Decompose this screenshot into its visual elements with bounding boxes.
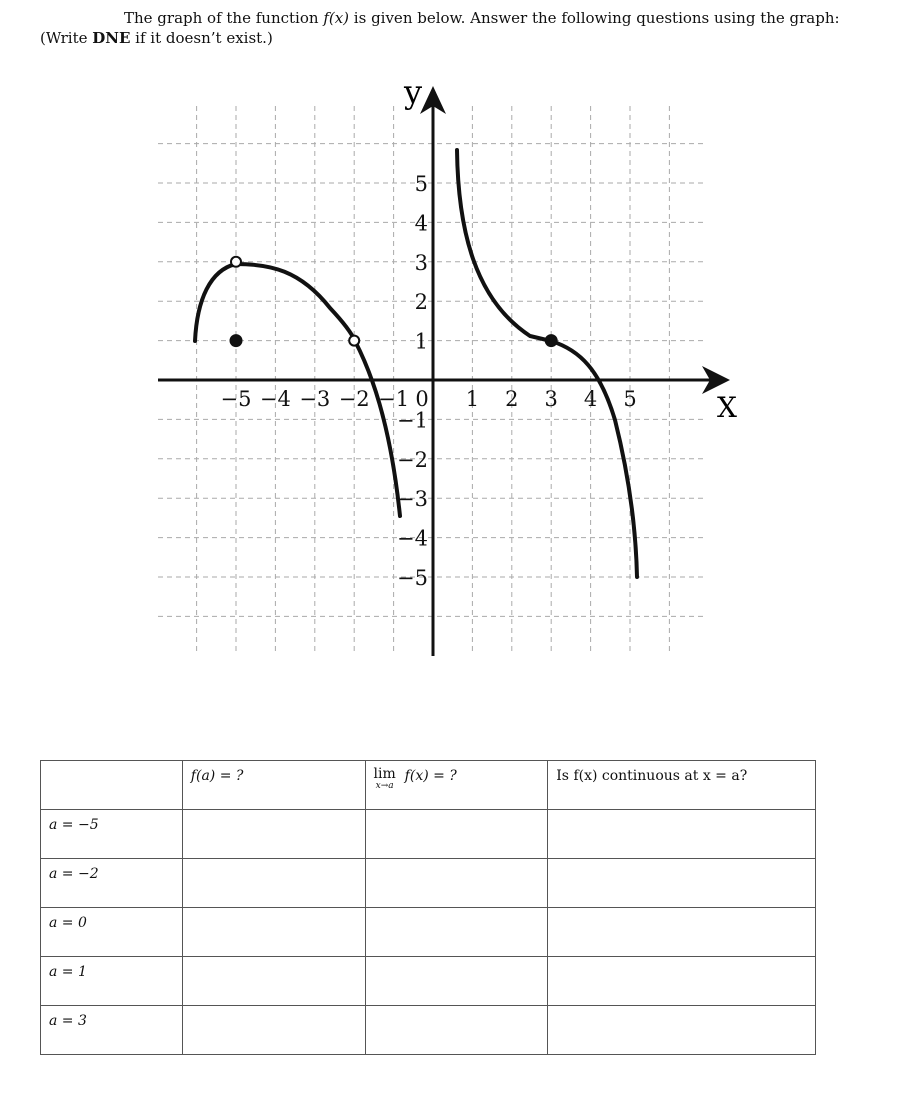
table-row — [41, 859, 816, 908]
y-tick-label: −4 — [397, 526, 428, 551]
x-tick-label: −2 — [338, 387, 370, 411]
open-point — [231, 257, 241, 267]
answer-cell-limit[interactable] — [365, 908, 548, 957]
answer-table — [40, 760, 816, 1055]
row-label: a = 0 — [41, 908, 183, 957]
dne-note-start: (Write — [40, 29, 93, 47]
closed-point — [230, 335, 242, 347]
table-row — [41, 908, 816, 957]
open-point — [349, 336, 359, 346]
answer-cell-limit[interactable] — [365, 1006, 548, 1055]
y-tick-label: −1 — [397, 408, 428, 433]
header-continuity: Is f(x) continuous at x = a? — [548, 761, 816, 810]
y-tick-label: 1 — [414, 329, 428, 354]
x-tick-label: −5 — [220, 387, 252, 411]
x-tick-label: 0 — [415, 387, 429, 411]
table-row — [41, 957, 816, 1006]
answer-cell-f[interactable] — [182, 908, 365, 957]
row-label: a = −2 — [41, 859, 183, 908]
x-tick-label: −3 — [299, 387, 331, 411]
closed-point — [545, 335, 557, 347]
header-cell-empty — [41, 761, 183, 810]
answer-cell-f[interactable] — [182, 1006, 365, 1055]
answer-cell-continuity[interactable] — [548, 1006, 816, 1055]
answer-cell-limit[interactable] — [365, 859, 548, 908]
header-f-of-a: f(a) = ? — [182, 761, 365, 810]
function-name: f(x) — [323, 9, 350, 27]
row-label: a = −5 — [41, 810, 183, 859]
curve-right-upper — [457, 150, 551, 341]
answer-cell-limit[interactable] — [365, 957, 548, 1006]
limit-operator — [374, 768, 396, 792]
y-tick-label: 4 — [414, 211, 428, 236]
y-tick-label: 2 — [414, 290, 428, 315]
x-tick-label: −4 — [259, 387, 291, 411]
lim-subscript: x→a — [375, 781, 394, 791]
x-tick-label: −1 — [378, 387, 410, 411]
answer-cell-f[interactable] — [182, 810, 365, 859]
answer-cell-continuity[interactable] — [548, 957, 816, 1006]
header-limit — [365, 761, 548, 810]
answer-cell-continuity[interactable] — [548, 908, 816, 957]
x-tick-label: 3 — [544, 387, 558, 411]
dne-note-end: if it doesn’t exist.) — [130, 29, 273, 47]
row-label: a = 3 — [41, 1006, 183, 1055]
instructions-text-end: is given below. Answer the following questions using the graph: — [349, 9, 840, 27]
limit-expression: f(x) = ? — [400, 768, 457, 784]
x-tick-label: 2 — [505, 387, 519, 411]
answer-cell-f[interactable] — [182, 957, 365, 1006]
y-tick-label: 3 — [414, 250, 428, 275]
instructions-text: The graph of the function — [124, 9, 324, 27]
y-tick-label: −2 — [397, 447, 428, 472]
y-axis-label: y — [404, 73, 423, 111]
y-tick-label: −5 — [397, 566, 428, 590]
x-tick-label: 4 — [583, 387, 598, 411]
answer-cell-limit[interactable] — [365, 810, 548, 859]
answer-cell-continuity[interactable] — [548, 859, 816, 908]
y-tick-label: −3 — [397, 487, 428, 512]
dne-keyword: DNE — [92, 29, 131, 47]
x-axis-label: X — [717, 391, 737, 424]
axes — [158, 73, 737, 656]
table-row — [41, 1006, 816, 1055]
row-label: a = 1 — [41, 957, 183, 1006]
y-tick-label: 5 — [414, 172, 428, 196]
answer-cell-continuity[interactable] — [548, 810, 816, 859]
x-tick-label: 5 — [623, 387, 637, 411]
table-row — [41, 810, 816, 859]
table-header-row — [41, 761, 816, 810]
answer-cell-f[interactable] — [182, 859, 365, 908]
x-tick-label: 1 — [465, 387, 480, 411]
x-tick-labels — [221, 387, 637, 411]
lim-word: lim — [373, 766, 396, 782]
